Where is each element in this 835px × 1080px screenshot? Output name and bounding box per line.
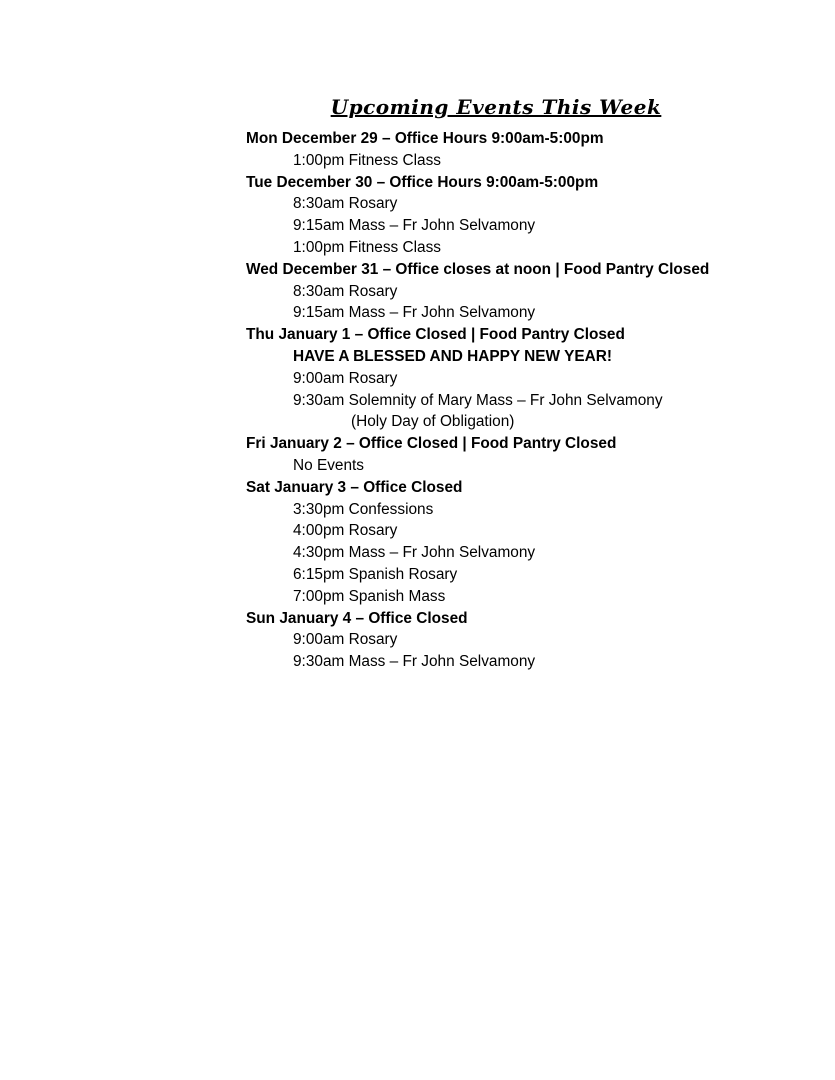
event-line: 8:30am Rosary (293, 282, 398, 300)
day-section-monday (246, 128, 746, 172)
event-line: 9:30am Solemnity of Mary Mass – Fr John Selvamony (293, 391, 663, 409)
event-line: 1:00pm Fitness Class (293, 151, 441, 169)
day-section-tuesday (246, 172, 746, 259)
day-section-saturday (246, 477, 746, 608)
day-section-thursday (246, 324, 746, 433)
event-line: 9:30am Mass – Fr John Selvamony (293, 653, 536, 671)
page-title: Upcoming Events This Week (330, 95, 662, 119)
day-section-sunday (246, 608, 746, 673)
event-line: 9:15am Mass – Fr John Selvamony (293, 304, 536, 322)
event-line: 7:00pm Spanish Mass (293, 587, 446, 605)
events-list (246, 94, 746, 673)
event-line: 9:00am Rosary (293, 369, 398, 387)
event-line: 4:30pm Mass – Fr John Selvamony (293, 544, 536, 562)
event-line: No Events (293, 456, 365, 474)
day-header: Thu January 1 – Office Closed | Food Pantry Closed (246, 326, 625, 344)
day-section-friday (246, 433, 746, 477)
day-header: Sat January 3 – Office Closed (246, 478, 463, 496)
day-header: Wed December 31 – Office closes at noon | Food Pantry Closed (246, 260, 710, 278)
event-line: 3:30pm Confessions (293, 500, 434, 518)
event-line-note: (Holy Day of Obligation) (351, 413, 515, 431)
day-header: Sun January 4 – Office Closed (246, 609, 468, 627)
day-header: Tue December 30 – Office Hours 9:00am-5:00pm (246, 173, 599, 191)
event-line: 9:15am Mass – Fr John Selvamony (293, 217, 536, 235)
event-line: 4:00pm Rosary (293, 522, 398, 540)
day-header: Mon December 29 – Office Hours 9:00am-5:00pm (246, 130, 604, 147)
day-section-wednesday (246, 259, 746, 324)
event-line: 1:00pm Fitness Class (293, 238, 441, 256)
day-header: Fri January 2 – Office Closed | Food Pantry Closed (246, 435, 617, 453)
event-line: 8:30am Rosary (293, 195, 398, 213)
event-line: 6:15pm Spanish Rosary (293, 565, 458, 583)
event-line: 9:00am Rosary (293, 631, 398, 649)
event-line-new-year-greeting: HAVE A BLESSED AND HAPPY NEW YEAR! (293, 347, 612, 365)
